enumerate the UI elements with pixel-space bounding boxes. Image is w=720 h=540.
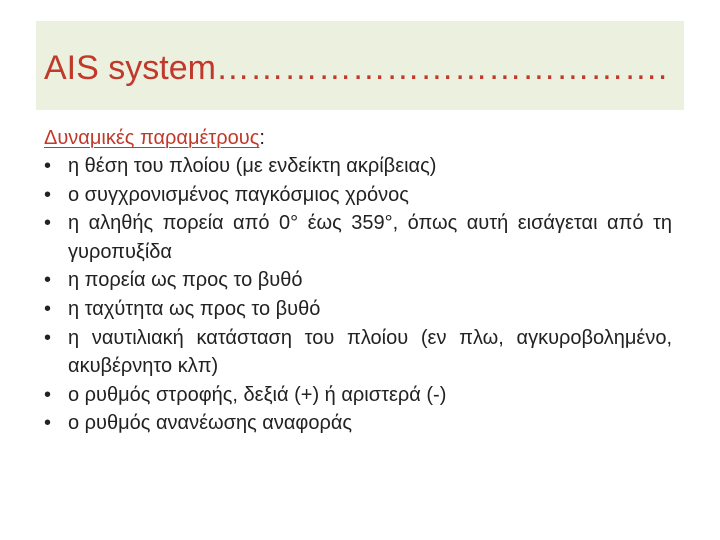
list-item xyxy=(44,324,672,381)
slide-body xyxy=(44,124,672,438)
list-item xyxy=(44,181,672,210)
list-item xyxy=(44,409,672,438)
list-item-text: η ταχύτητα ως προς το βυθό xyxy=(68,297,321,320)
list-item-text: ο ρυθμός στροφής, δεξιά (+) ή αριστερά (-) xyxy=(68,383,447,406)
bullet-icon: • xyxy=(44,383,52,406)
list-item-text: η ναυτιλιακή κατάσταση του πλοίου (εν πλω, αγκυροβολημένο, ακυβέρνητο κλπ) xyxy=(68,326,672,378)
bullet-icon: • xyxy=(44,297,52,320)
bullet-icon: • xyxy=(44,155,52,177)
list-item-text: ο ρυθμός ανανέωσης αναφοράς xyxy=(68,412,353,435)
bullet-icon: • xyxy=(44,412,52,435)
bullet-icon: • xyxy=(44,269,52,292)
bullet-icon: • xyxy=(44,183,52,206)
slide-title: AIS system…………………………………. xyxy=(44,49,668,87)
section-heading-colon: : xyxy=(259,127,265,149)
section-heading xyxy=(44,124,672,152)
bullet-icon: • xyxy=(44,326,52,349)
list-item xyxy=(44,266,672,295)
slide-title-bar xyxy=(36,21,684,110)
list-item xyxy=(44,152,672,181)
list-item xyxy=(44,295,672,324)
list-item-text: ο συγχρονισμένος παγκόσμιος χρόνος xyxy=(68,183,409,206)
bullet-list xyxy=(44,152,672,438)
list-item xyxy=(44,381,672,410)
list-item-text: η αληθής πορεία από 0° έως 359°, όπως αυτή εισάγεται από τη γυροπυξίδα xyxy=(68,212,672,263)
list-item-text: η θέση του πλοίου (με ενδείκτη ακρίβειας) xyxy=(68,155,437,177)
section-heading-label: Δυναμικές παραμέτρους xyxy=(44,127,260,149)
list-item-text: η πορεία ως προς το βυθό xyxy=(68,269,303,292)
bullet-icon: • xyxy=(44,212,52,235)
list-item xyxy=(44,209,672,266)
